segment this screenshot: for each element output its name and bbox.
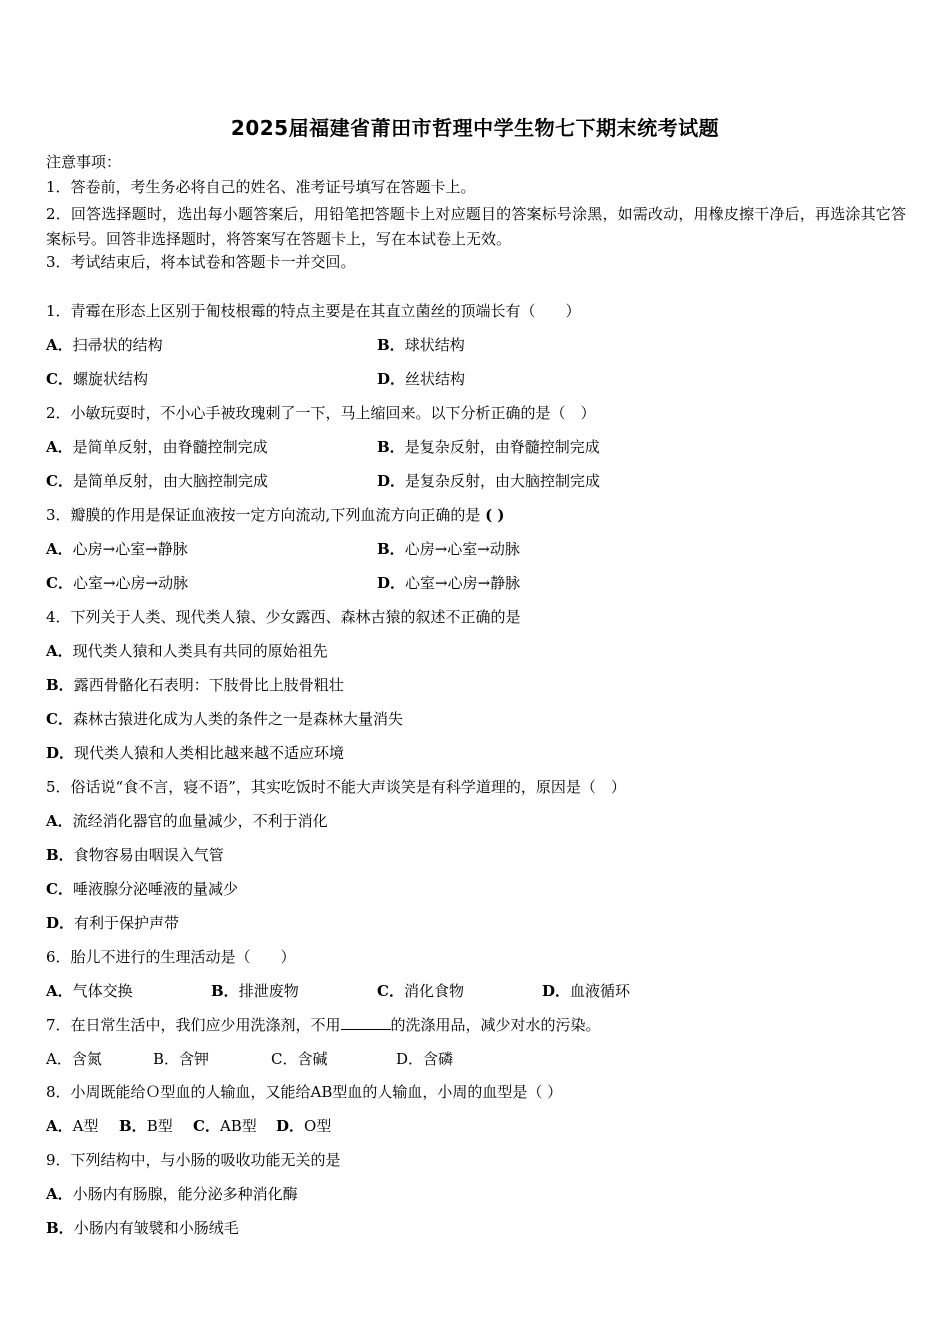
question-2-option-d: D．是复杂反射，由大脑控制完成	[377, 472, 601, 490]
question-7-option-c: C．含碱	[271, 1050, 328, 1068]
question-9-option-b: B．小肠内有皱襞和小肠绒毛	[46, 1219, 239, 1237]
question-5-stem: 5．俗话说“食不言，寝不语”，其实吃饭时不能大声谈笑是有科学道理的，原因是（ ）	[46, 778, 626, 796]
question-6-option-b: B．排泄废物	[211, 982, 299, 1000]
question-8-option-a: A．A型	[46, 1117, 99, 1135]
page-title: 2025届福建省莆田市哲理中学生物七下期末统考试题	[230, 116, 720, 140]
question-8-option-c: C．AB型	[193, 1117, 257, 1135]
question-3-stem: 3．瓣膜的作用是保证血液按一定方向流动,下列血流方向正确的是 ( )	[46, 506, 505, 524]
question-2-stem: 2．小敏玩耍时，不小心手被玫瑰刺了一下，马上缩回来。以下分析正确的是（ ）	[46, 404, 596, 422]
question-6-option-c: C．消化食物	[377, 982, 464, 1000]
notice-item-3: 3．考试结束后，将本试卷和答题卡一并交回。	[46, 253, 356, 271]
question-5-option-d: D．有利于保护声带	[46, 914, 180, 932]
question-7-option-a: A．含氮	[46, 1050, 102, 1068]
question-1-option-d: D．丝状结构	[377, 370, 466, 388]
question-5-option-b: B．食物容易由咽误入气管	[46, 846, 224, 864]
question-4-option-d: D．现代类人猿和人类相比越来越不适应环境	[46, 744, 345, 762]
question-4-stem: 4．下列关于人类、现代类人猿、少女露西、森林古猿的叙述不正确的是	[46, 608, 521, 626]
question-9-stem: 9．下列结构中，与小肠的吸收功能无关的是	[46, 1151, 341, 1169]
question-3-option-c: C．心室→心房→动脉	[46, 574, 189, 592]
question-6-option-d: D．血液循环	[542, 982, 631, 1000]
question-5-option-c: C．唾液腺分泌唾液的量减少	[46, 880, 238, 898]
question-7-option-b: B．含钾	[153, 1050, 210, 1068]
question-1-stem: 1．青霉在形态上区别于匍枝根霉的特点主要是在其直立菌丝的顶端长有（ ）	[46, 302, 581, 320]
answer-blank	[341, 1015, 391, 1030]
question-8-option-b: B．B型	[119, 1117, 173, 1135]
question-1-option-b: B．球状结构	[377, 336, 465, 354]
question-4-option-b: B．露西骨骼化石表明：下肢骨比上肢骨粗壮	[46, 676, 344, 694]
question-8-option-d: D．O型	[276, 1117, 332, 1135]
question-2-option-c: C．是简单反射，由大脑控制完成	[46, 472, 268, 490]
question-2-option-b: B．是复杂反射，由脊髓控制完成	[377, 438, 600, 456]
question-5-option-a: A．流经消化器官的血量减少，不利于消化	[46, 812, 328, 830]
question-2-option-a: A．是简单反射，由脊髓控制完成	[46, 438, 268, 456]
question-6-option-a: A．气体交换	[46, 982, 133, 1000]
notice-heading: 注意事项：	[46, 153, 122, 171]
question-3-option-b: B．心房→心室→动脉	[377, 540, 520, 558]
question-1-option-c: C．螺旋状结构	[46, 370, 148, 388]
question-9-option-a: A．小肠内有肠腺，能分泌多种消化酶	[46, 1185, 298, 1203]
question-6-stem: 6．胎儿不进行的生理活动是（ ）	[46, 948, 296, 966]
question-1-option-a: A．扫帚状的结构	[46, 336, 163, 354]
question-4-option-a: A．现代类人猿和人类具有共同的原始祖先	[46, 642, 328, 660]
question-4-option-c: C．森林古猿进化成为人类的条件之一是森林大量消失	[46, 710, 403, 728]
question-7-stem: 7．在日常生活中，我们应少用洗涤剂，不用 的洗涤用品，减少对水的污染。	[46, 1016, 601, 1034]
question-3-option-d: D．心室→心房→静脉	[377, 574, 521, 592]
question-3-option-a: A．心房→心室→静脉	[46, 540, 188, 558]
notice-item-2: 2．回答选择题时，选出每小题答案后，用铅笔把答题卡上对应题目的答案标号涂黑，如需改动，用橡皮擦干净后，再选涂其它答案标号。回答非选择题时，将答案写在答题卡上，写在本试卷上无效。	[46, 205, 906, 248]
question-7-option-d: D．含磷	[396, 1050, 454, 1068]
notice-item-1: 1．答卷前，考生务必将自己的姓名、准考证号填写在答题卡上。	[46, 178, 476, 196]
question-8-stem: 8．小周既能给Ｏ型血的人输血，又能给AB型血的人输血，小周的血型是（ ）	[46, 1083, 563, 1101]
